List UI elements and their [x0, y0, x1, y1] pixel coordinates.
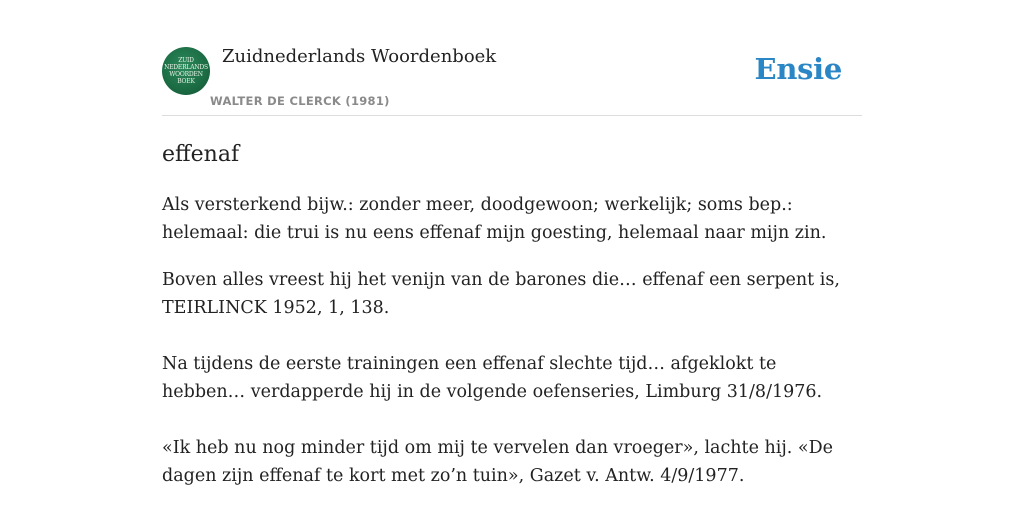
- logo-text-line: ZUID: [178, 57, 194, 64]
- dictionary-logo[interactable]: [162, 47, 210, 95]
- entry-quote: «Ik heb nu nog minder tijd om mij te vervelen dan vroeger», lachte hij. «De dagen zijn effenaf te kort met zo’n tuin», Gazet v. Antw. 4/9/1977.: [162, 438, 834, 486]
- dictionary-author: WALTER DE CLERCK (1981): [210, 94, 390, 108]
- entry-definition: Als versterkend bijw.: zonder meer, doodgewoon; werkelijk; soms bep.: helemaal: die trui is nu eens effenaf mijn goesting, helemaal naar mijn zin.: [162, 195, 827, 243]
- logo-text-line: BOEK: [177, 78, 195, 85]
- entry-quote: Na tijdens de eerste trainingen een effenaf slechte tijd… afgeklokt te hebben… verdapperde hij in de volgende oefenseries, Limburg 31/8/1976.: [162, 354, 823, 402]
- entry-quote: Boven alles vreest hij het venijn van de barones die… effenaf een serpent is, TEIRLINCK 1952, 1, 138.: [162, 270, 840, 318]
- card-header: [162, 40, 862, 116]
- logo-text-line: WOORDEN: [169, 71, 203, 78]
- logo-text-line: NEDERLANDS: [164, 64, 208, 71]
- entry-headword: effenaf: [162, 142, 240, 167]
- dictionary-card: [162, 40, 862, 490]
- dictionary-title-link[interactable]: Zuidnederlands Woordenboek: [222, 46, 497, 67]
- ensie-brand-link[interactable]: Ensie: [754, 52, 842, 86]
